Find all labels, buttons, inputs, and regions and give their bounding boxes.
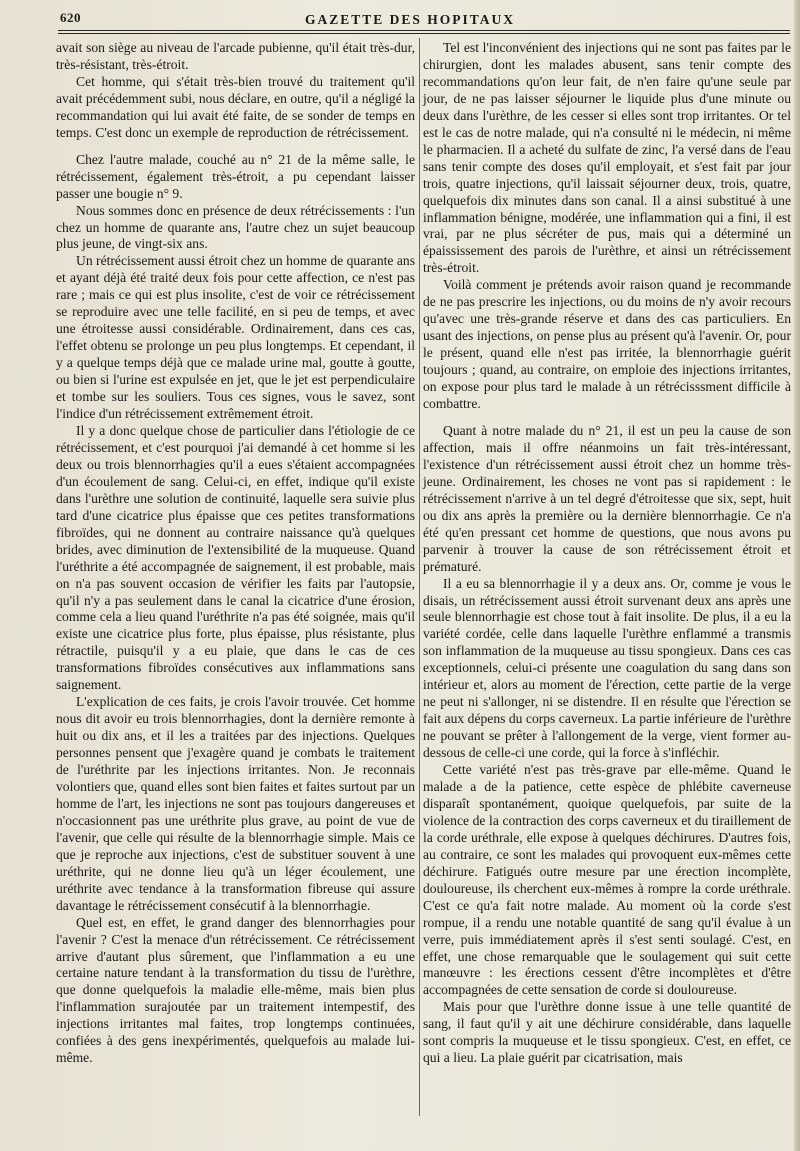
page-number: 620 — [60, 10, 81, 25]
paragraph: Mais pour que l'urèthre donne issue à une telle quantité de sang, il faut qu'il y ait une déchirure considérable, dans laquelle sont compris la muqueuse et le tissu spongieux. C'est, en effet, ce qui a lieu. La plaie guérit par cicatrisation, mais — [423, 999, 791, 1066]
paragraph: Il y a donc quelque chose de particulier dans l'étiologie de ce rétrécissement, et c'est pourquoi j'ai demandé à cet homme si les deux ou trois blennorrhagies qu'il a eues s'étaient accompagnées d'un écoulement de sang. Celui-ci, en effet, indique qu'il existe dans l'urèthre une solution de continuité, laquelle sera suivie plus tard d'une cicatrice plus épaisse que ces petites transformations fibroïdes, qui ne donnent au contraire naissance qu'à quelques brides, avec diminution de l'extensibilité de la muqueuse. Quand l'uréthrite a été accompagnée de saignement, il est probable, mais on n'a pas souvent occasion de vérifier les faits par l'autopsie, qu'il n'y a pas seulement dans le canal la cicatrice d'une érosion, comme cela a lieu quand l'uréthrite n'a pas été soignée, mais qu'il existe une cicatrice plus forte, plus épaisse, plus résistante, plus rétractile, puisqu'il y a eu plaie, que dans le cas de ces transformations fibroïdes consécutives aux inflammations sans saignement. — [56, 422, 415, 693]
paragraph: Cette variété n'est pas très-grave par elle-même. Quand le malade a de la patience, cette espèce de phlébite caverneuse disparaît spontanément, quoique quelquefois, par suite de la violence de la contraction des corps caverneux et du tiraillement de la corde uréthrale, elle expose à quelques déchirures. D'autres fois, au contraire, ce sont les malades qui provoquent eux-mêmes cette déchirure. Fatigués outre mesure par une érection incomplète, douloureuse, ils cherchent eux-mêmes à rompre la corde uréthrale. C'est ce qu'a fait notre malade. Au moment où la corde s'est rompue, il a rendu une notable quantité de sang qu'il évalue à un verre, puis immédiatement après il s'est senti soulagé. C'est, en effet, une chose remarquable que le soulagement qui suit cette manœuvre : les érections cessent d'être incomplètes et d'être accompagnées de cette sensation de corde si douloureuse. — [423, 762, 791, 998]
paragraph: Un rétrécissement aussi étroit chez un homme de quarante ans et ayant déjà été traité deux fois pour cette affection, ce n'est pas rare ; mais ce qui est plus insolite, c'est de voir ce rétrécissement se reproduire avec une telle facilité, en si peu de temps, et avec une étroitesse aussi considérable. Ordinairement, dans ces cas, l'effet obtenu se prolonge un peu plus longtemps. Et cependant, il y a quelque temps déjà que ce malade urine mal, goutte à goutte, ou bien si l'urine est expulsée en jet, que le jet est perpendiculaire et tombe sur les souliers. Tous ces signes, vous le savez, sont l'indice d'un rétrécissement extrêmement étroit. — [56, 253, 415, 422]
right-column — [423, 40, 791, 1067]
header-rule-top — [58, 30, 790, 31]
paragraph: Nous sommes donc en présence de deux rétrécissements : l'un chez un homme de quarante ans, l'autre chez un sujet beaucoup plus jeune, de vingt-six ans. — [56, 202, 415, 252]
paragraph: Quel est, en effet, le grand danger des blennorrhagies pour l'avenir ? C'est la menace d'un rétrécissement. Ce rétrécissement arrive d'autant plus sûrement, que l'inflammation a eu une certaine nature tendant à la transformation du tissu de l'urèthre, que donne quelquefois la maladie elle-même, mais bien plus l'inflammation surajoutée par un traitement intempestif, des injections irritantes mal faites, trop longtemps continuées, confiées à des gens inexpérimentés, quelquefois au malade lui-même. — [56, 914, 415, 1066]
header-rule-bottom — [58, 33, 790, 34]
left-column — [56, 40, 415, 1067]
page-edge — [794, 0, 800, 1151]
paragraph: Voilà comment je prétends avoir raison quand je recommande de ne pas prescrire les injections, ou du moins de n'y avoir recours qu'avec une très-grande réserve et dans des cas particuliers. En usant des injections, on pense plus au présent qu'à l'avenir. Or, pour le présent, quand elle n'est pas irritée, la blennorrhagie guérit toujours ; quand, au contraire, on emploie des injections irritantes, on expose pour plus tard le malade à un rétrécisssment difficile à combattre. — [423, 277, 791, 412]
paragraph: L'explication de ces faits, je crois l'avoir trouvée. Cet homme nous dit avoir eu trois blennorrhagies, dont la dernière remonte à huit ou dix ans, et il les a traitées par des injections. Quelques personnes pensent que j'exagère quand je combats le traitement de l'uréthrite par les injections irritantes. Non. Je reconnais volontiers que, quand elles sont bien faites et faites surtout par un homme de l'art, les injections ne sont pas toujours dangereuses et n'occasionnent pas une uréthrite plus grave, au point de vue de l'avenir, que celle qui résulte de la blennorrhagie simple. Mais ce que je reproche aux injections, c'est de substituer souvent à une uréthrite, qui ne donne lieu qu'à un léger écoulement, une uréthrite avec tendance à la transformation fibreuse qui assure davantage le rétrécissement consécutif à la blennorrhagie. — [56, 694, 415, 913]
paragraph: Tel est l'inconvénient des injections qui ne sont pas faites par le chirurgien, dont les malades abusent, sans tenir compte des recommandations qu'on leur fait, de n'en faire qu'une seule par jour, de ne pas laisser séjourner le liquide plus d'une minute ou deux dans l'urèthre, de les cesser si elles sont trop irritantes. Or tel est le cas de notre malade, qui n'a consulté ni le médecin, ni même le pharmacien. Il a acheté du sulfate de zinc, l'a versé dans de l'eau sans tenir compte des doses qu'il employait, et s'est fait par jour trois, quatre injections, qu'il laissait séjourner deux, trois, quatre, quelquefois dix minutes dans son canal. Il a ainsi substitué à une inflammation bénigne, modérée, une inflammation qui a fini, il est vrai, par ne plus sécréter de pus, mais qui a déterminé un épaississement des parois de l'urèthre, et ainsi un rétrécissement très-étroit. — [423, 40, 791, 276]
page-header — [30, 6, 790, 28]
paragraph: Cet homme, qui s'était très-bien trouvé du traitement qu'il avait précédemment subi, nous déclare, en outre, qu'il a négligé la recommandation qui lui avait été faite, de se sonder de temps en temps. C'est donc un exemple de reproduction de rétrécissement. — [56, 73, 415, 140]
column-divider — [419, 38, 420, 1116]
paragraph: avait son siège au niveau de l'arcade pubienne, qu'il était très-dur, très-résistant, très-étroit. — [56, 40, 415, 72]
paragraph: Quant à notre malade du n° 21, il est un peu la cause de son affection, mais il offre néanmoins un fait très-intéressant, l'existence d'un rétrécissement aussi étroit chez un homme très-jeune. Ordinairement, les choses ne vont pas si rapidement : le rétrécissement n'arrive à un tel degré d'étroitesse que six, sept, huit ou dix ans après la première ou la dernière blennorrhagie. Ce n'a été qu'en pressant cet homme de questions, que nous avons pu parvenir à trouver la cause de son rétrécissement étroit et prématuré. — [423, 422, 791, 574]
running-title: GAZETTE DES HOPITAUX — [304, 12, 516, 27]
paragraph: Chez l'autre malade, couché au n° 21 de la même salle, le rétrécissement, également très-étroit, a pu cependant laisser passer une bougie n° 9. — [56, 151, 415, 201]
paragraph: Il a eu sa blennorrhagie il y a deux ans. Or, comme je vous le disais, un rétrécissement aussi étroit survenant deux ans après une seule blennorrhagie est chose tout à fait insolite. De plus, il a eu la variété cordée, celle dans laquelle l'urèthre enflammé a transmis son inflammation de la muqueuse au tissu spongieux. Dans ces cas exceptionnels, celui-ci présente une coagulation du sang dans son intérieur et, alors au moment de l'érection, cette partie de la verge ne peut ni s'allonger, ni se distendre. Il en résulte que l'érection se fait aux dépens du corps caverneux. La partie inférieure de l'urèthre ne pouvant se prêter à l'allongement de la verge, vient former au-dessous de celle-ci une corde, qui la force à s'infléchir. — [423, 575, 791, 761]
